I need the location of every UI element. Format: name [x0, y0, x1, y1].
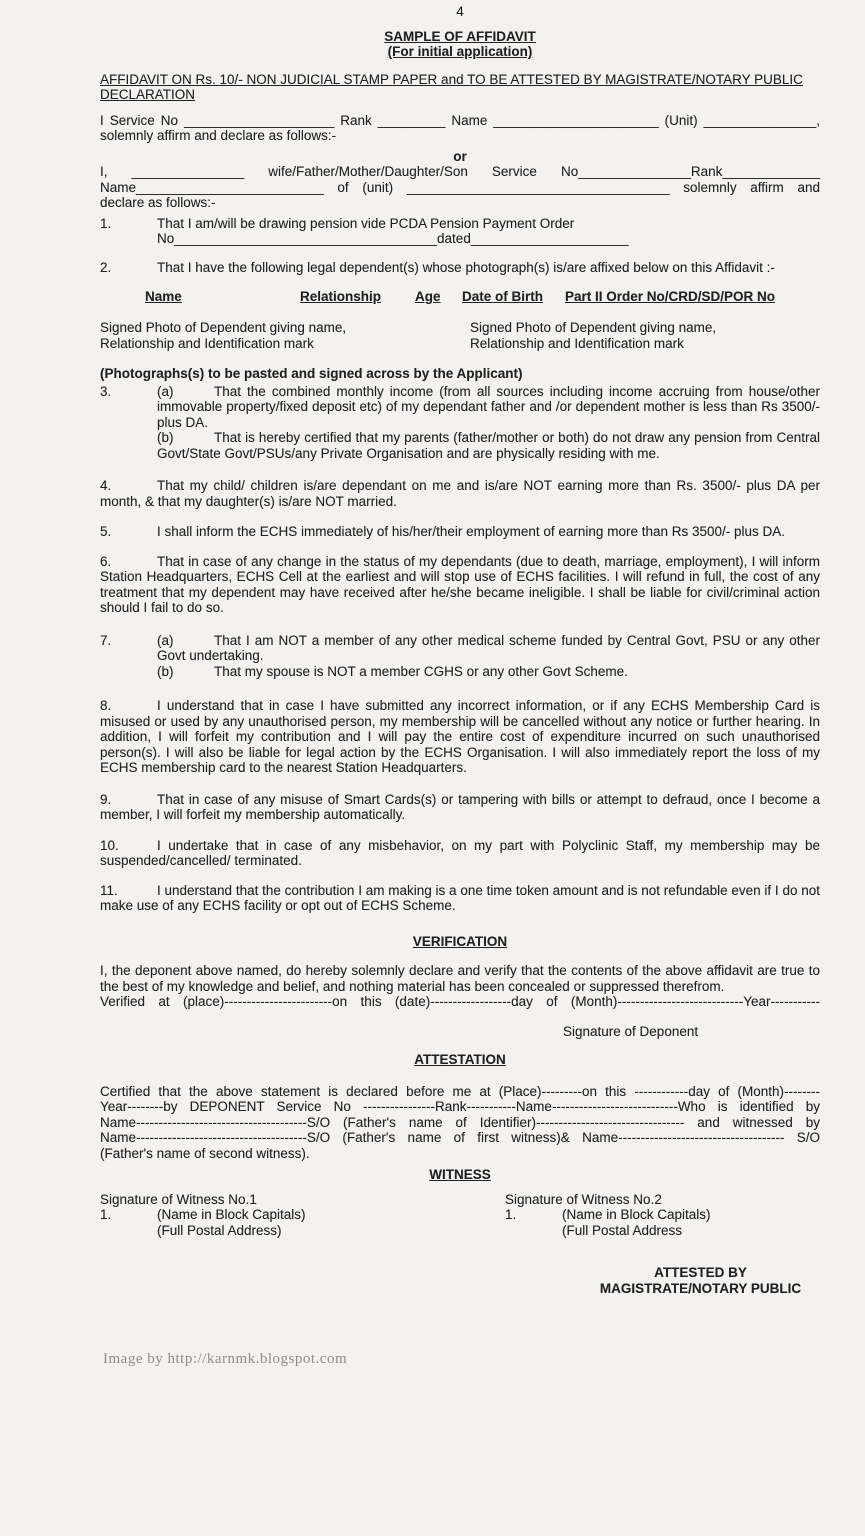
attested-by-block — [588, 1265, 813, 1296]
item-7-number: 7. — [100, 632, 112, 648]
witness-heading: WITNESS — [429, 1167, 491, 1182]
column-header-dob: Date of Birth — [462, 289, 543, 304]
item-7a-text: That I am NOT a member of any other medical scheme funded by Central Govt, PSU or any other Govt undertaking. — [157, 632, 820, 663]
item-5-text: I shall inform the ECHS immediately of his/her/their employment of earning more than Rs 3500/- plus DA. — [157, 524, 786, 539]
watermark-credit: Image by http://karnmk.blogspot.com — [103, 1351, 348, 1367]
item-4-number: 4. — [100, 478, 112, 493]
witness-1-address-line — [100, 1223, 505, 1239]
page-number: 4 — [456, 4, 464, 19]
verification-blanks-line: Verified at (place)------------------------on this (date)------------------day of (Month)----------------------------Year----------- — [100, 994, 820, 1009]
item-6 — [100, 554, 820, 616]
column-header-age: Age — [415, 289, 441, 304]
alternate-declaration — [100, 164, 820, 211]
alt-line-unit: Name_________________________ of (unit) ___________________________________ solemnly affirm and — [100, 179, 820, 195]
attested-by-line2: MAGISTRATE/NOTARY PUBLIC — [599, 1280, 802, 1296]
item-9-number: 9. — [100, 791, 112, 807]
item-1 — [100, 216, 820, 247]
attestation-heading: ATTESTATION — [414, 1052, 506, 1067]
attestation-line1: Certified that the above statement is declared before me at (Place)---------on this ------------day of (Month)-------- — [100, 1083, 820, 1099]
item-2-number: 2. — [100, 259, 112, 275]
or-separator: or — [453, 148, 467, 164]
witness-1-title: Signature of Witness No.1 — [100, 1191, 257, 1207]
item-11-text: I understand that the contribution I am making is a one time token amount and is not refundable even if I do not make use of any ECHS facility or opt out of ECHS Scheme. — [100, 882, 820, 913]
witness-2-name-line — [505, 1207, 820, 1223]
intro-line-service: I Service No ____________________ Rank _________ Name ______________________ (Unit) _______________, — [100, 112, 820, 128]
photo-caption-left-line2: Relationship and Identification mark — [100, 335, 314, 351]
verification-heading: VERIFICATION — [412, 933, 508, 949]
item-7b — [157, 664, 820, 680]
affidavit-heading: AFFIDAVIT ON Rs. 10/- NON JUDICIAL STAMP PAPER and TO BE ATTESTED BY MAGISTRATE/NOTARY PUBLIC DECLARATION — [100, 71, 803, 102]
column-header-part2-order: Part II Order No/CRD/SD/POR No — [565, 289, 776, 304]
attested-by-line1: ATTESTED BY — [654, 1265, 747, 1280]
attestation-line4: Name--------------------------------------S/O (Father's name of first witness)& Name------------------------------------- S/O — [100, 1130, 820, 1145]
column-header-relationship: Relationship — [300, 289, 382, 304]
item-3b-label: (b) — [157, 430, 174, 445]
item-1-line1: That I am/will be drawing pension vide PCDA Pension Payment Order — [157, 215, 575, 231]
witness-1-block — [100, 1192, 505, 1239]
item-2 — [100, 260, 820, 276]
alt-line-declare: declare as follows:- — [100, 195, 216, 210]
item-3b-text: That is hereby certified that my parents (father/mother or both) do not draw any pension from Central Govt/State Govt/PSUs/any Private Organisation and are physically residing with me. — [157, 430, 820, 461]
column-header-name: Name — [145, 289, 182, 304]
attestation-line2: Year--------by DEPONENT Service No ----------------Rank-----------Name----------------------------Who is identified by — [100, 1099, 820, 1114]
item-2-text: That I have the following legal dependent(s) whose photograph(s) is/are affixed below on this Affidavit :- — [157, 259, 775, 275]
document-subtitle: (For initial application) — [387, 44, 533, 59]
item-7a-label: (a) — [157, 632, 174, 648]
item-9 — [100, 792, 820, 823]
item-4-text: That my child/ children is/are dependant on me and is/are NOT earning more than Rs. 3500/- plus DA per month, & that my daughter(s) is/are NOT married. — [100, 478, 820, 509]
photographs-note: (Photographs(s) to be pasted and signed across by the Applicant) — [100, 366, 523, 381]
item-6-text: That in case of any change in the status of my dependants (due to death, marriage, employment), I will inform Station Headquarters, ECHS Cell at the earliest and will stop use of ECHS facilities. I will refund in full, the cost of any treatment that my dependent may have received after he/she became ineligible. I shall be liable for civil/criminal action should I fail to do so. — [100, 553, 820, 615]
item-3a-text: That the combined monthly income (from all sources including income accruing from house/other immovable property/fixed deposit etc) of my dependant father and /or dependent mother is less than Rs 3500/- plus DA. — [157, 383, 820, 430]
witness-columns — [100, 1192, 820, 1239]
item-8 — [100, 698, 820, 776]
item-3a — [157, 384, 820, 431]
witness-2-name-label: (Name in Block Capitals) — [562, 1207, 711, 1222]
item-1-number: 1. — [100, 215, 112, 231]
photo-caption-right-line2: Relationship and Identification mark — [470, 335, 684, 351]
item-5-number: 5. — [100, 524, 112, 539]
item-3-body — [157, 384, 820, 462]
item-3-number: 3. — [100, 383, 112, 399]
attestation-line3: Name--------------------------------------S/O (Father's name of Identifier)--------------------------------- and witnessed by — [100, 1114, 820, 1130]
item-5 — [100, 524, 820, 540]
verification-section — [100, 963, 820, 1010]
item-8-text: I understand that in case I have submitted any incorrect information, or if any ECHS Membership Card is misused or used by any unauthorised person, my membership will be cancelled without any notice or further hearing. In addition, I will forfeit my contribution and I will pay the entire cost of expenditure incurred on such unauthorised person(s). I will also be liable for legal action by the ECHS Organisation. I will also immediately report the loss of my ECHS membership card to the nearest Station Headquarters. — [100, 698, 820, 775]
item-3 — [100, 384, 820, 462]
dependents-table-header-row — [100, 289, 820, 305]
photo-caption-right — [470, 320, 820, 351]
item-3a-label: (a) — [157, 383, 174, 399]
item-1-line2: No___________________________________dated_____________________ — [157, 231, 629, 246]
witness-2-title: Signature of Witness No.2 — [505, 1191, 662, 1207]
item-7b-text: That my spouse is NOT a member CGHS or any other Govt Scheme. — [214, 663, 628, 679]
item-9-text: That in case of any misuse of Smart Cards(s) or tampering with bills or attempt to defraud, once I become a member, I will forfeit my membership automatically. — [100, 791, 820, 822]
item-7 — [100, 633, 820, 680]
signature-of-deponent-label: Signature of Deponent — [563, 1023, 699, 1039]
item-10-number: 10. — [100, 837, 119, 853]
item-6-number: 6. — [100, 553, 112, 569]
attestation-section — [100, 1084, 820, 1162]
witness-1-number: 1. — [100, 1207, 112, 1222]
item-1-body — [157, 216, 820, 247]
alt-line-relation: I, _______________ wife/Father/Mother/Daughter/Son Service No_______________Rank_____________ — [100, 164, 820, 179]
photo-caption-row — [100, 320, 820, 351]
witness-1-name-line — [100, 1207, 505, 1223]
witness-2-address-line — [505, 1223, 820, 1239]
item-10 — [100, 838, 820, 869]
photo-caption-left — [100, 320, 470, 351]
item-7b-label: (b) — [157, 663, 174, 679]
witness-2-block — [505, 1192, 820, 1239]
item-11-number: 11. — [100, 882, 118, 898]
item-3b — [157, 430, 820, 461]
intro-line-affirm: solemnly affirm and declare as follows:- — [100, 128, 337, 143]
intro-declaration — [100, 113, 820, 144]
witness-1-name-label: (Name in Block Capitals) — [157, 1207, 306, 1222]
photo-caption-left-line1: Signed Photo of Dependent giving name, — [100, 320, 347, 335]
verification-body: I, the deponent above named, do hereby solemnly declare and verify that the contents of the above affidavit are true to the best of my knowledge and belief, and nothing material has been concealed or suppressed therefrom. — [100, 963, 820, 994]
attestation-line5: (Father's name of second witness). — [100, 1145, 310, 1161]
document-title-block — [100, 29, 820, 60]
witness-2-number: 1. — [505, 1207, 517, 1222]
photo-caption-right-line1: Signed Photo of Dependent giving name, — [470, 320, 717, 335]
item-7a — [157, 633, 820, 664]
witness-2-address-label: (Full Postal Address — [562, 1222, 683, 1238]
item-10-text: I undertake that in case of any misbehavior, on my part with Polyclinic Staff, my membership may be suspended/cancelled/ terminated. — [100, 837, 820, 868]
document-title: SAMPLE OF AFFIDAVIT — [384, 28, 536, 44]
witness-1-address-label: (Full Postal Address) — [157, 1222, 282, 1238]
item-8-number: 8. — [100, 698, 112, 713]
item-4 — [100, 478, 820, 509]
item-7-body — [157, 633, 820, 680]
document-content — [100, 0, 820, 1296]
item-11 — [100, 883, 820, 914]
